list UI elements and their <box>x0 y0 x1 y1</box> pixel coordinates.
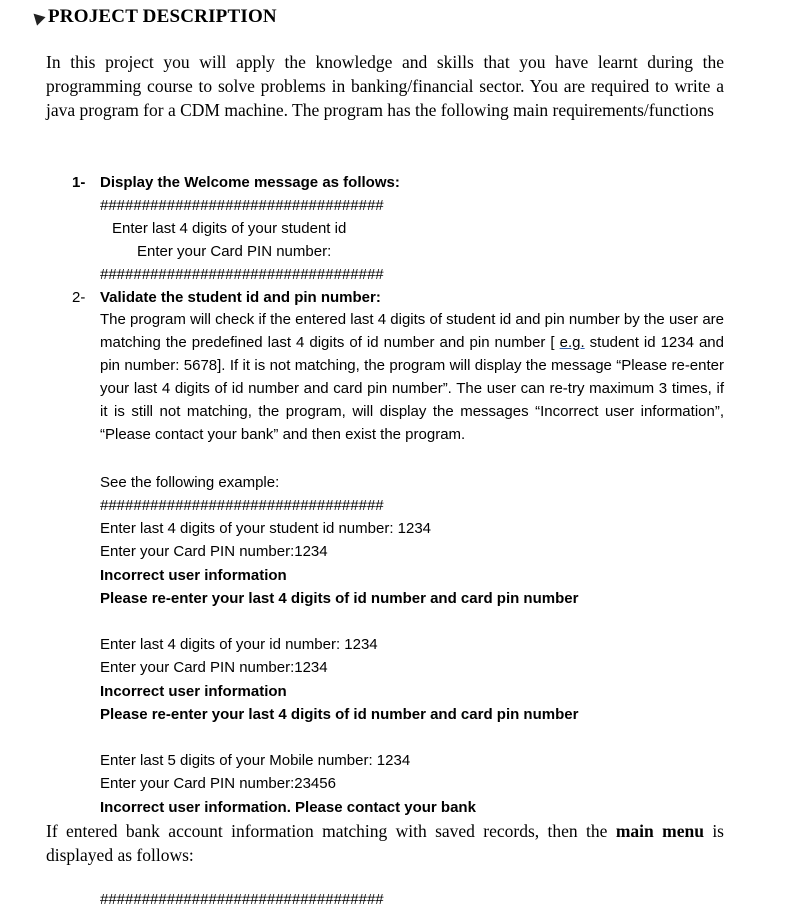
example-a1: Enter last 4 digits of your student id number: 1234 <box>100 520 432 537</box>
example-b4: Please re-enter your last 4 digits of id number and card pin number <box>100 706 579 723</box>
example-c1: Enter last 5 digits of your Mobile number: 1234 <box>100 752 411 769</box>
example-a4: Please re-enter your last 4 digits of id number and card pin number <box>100 590 579 607</box>
req1-line1: Enter last 4 digits of your student id <box>112 220 347 237</box>
outro-bold: main menu <box>615 821 704 841</box>
intro-paragraph <box>46 50 724 122</box>
req1-number: 1- <box>72 174 86 191</box>
heading-title: PROJECT DESCRIPTION <box>48 6 277 27</box>
section-heading <box>30 4 277 30</box>
example-b3: Incorrect user information <box>100 683 287 700</box>
req2-number: 2- <box>72 289 86 306</box>
final-hash: ################################## <box>100 891 384 908</box>
outro-paragraph <box>46 819 724 867</box>
example-b1: Enter last 4 digits of your id number: 1234 <box>100 636 378 653</box>
example-hash: ################################## <box>100 497 384 514</box>
req1-hash-bottom: ################################## <box>100 266 384 283</box>
collapse-triangle-icon[interactable] <box>29 9 45 25</box>
example-a2: Enter your Card PIN number:1234 <box>100 543 328 560</box>
intro-text: In this project you will apply the knowledge and skills that you have learnt during the programming course to solve problems in banking/financial sector. You are required to write a java program for a CDM machine. The program has the following main requirements/functions <box>46 52 724 120</box>
req2-desc-part1: The program will check if the entered last 4 digits of student id and pin number by the user are matching the predefined last 4 digits of id number and pin number [ <box>100 311 724 351</box>
example-a3: Incorrect user information <box>100 567 287 584</box>
example-c2: Enter your Card PIN number:23456 <box>100 775 336 792</box>
req2-desc-part2: student id 1234 and pin number: 5678]. If it is not matching, the program will display the message “Please re-enter your last 4 digits of id number and card pin number”. The user can re-try maximum 3 times, if it is still not matching, the program, will display the messages “Incorrect user information”, “Please contact your bank” and then exist the program. <box>100 334 724 443</box>
req2-title: Validate the student id and pin number: <box>100 289 381 306</box>
outro-text-before: If entered bank account information matching with saved records, then the <box>46 821 616 841</box>
req2-description <box>100 308 724 446</box>
req1-hash-top: ################################## <box>100 197 384 214</box>
eg-abbrev: e.g. <box>559 334 585 351</box>
req1-title: Display the Welcome message as follows: <box>100 174 400 191</box>
example-c3: Incorrect user information. Please contact your bank <box>100 799 476 816</box>
outro-text-after: is displayed as follows: <box>46 821 724 865</box>
example-intro: See the following example: <box>100 474 280 491</box>
req1-line2: Enter your Card PIN number: <box>137 243 332 260</box>
example-b2: Enter your Card PIN number:1234 <box>100 659 328 676</box>
